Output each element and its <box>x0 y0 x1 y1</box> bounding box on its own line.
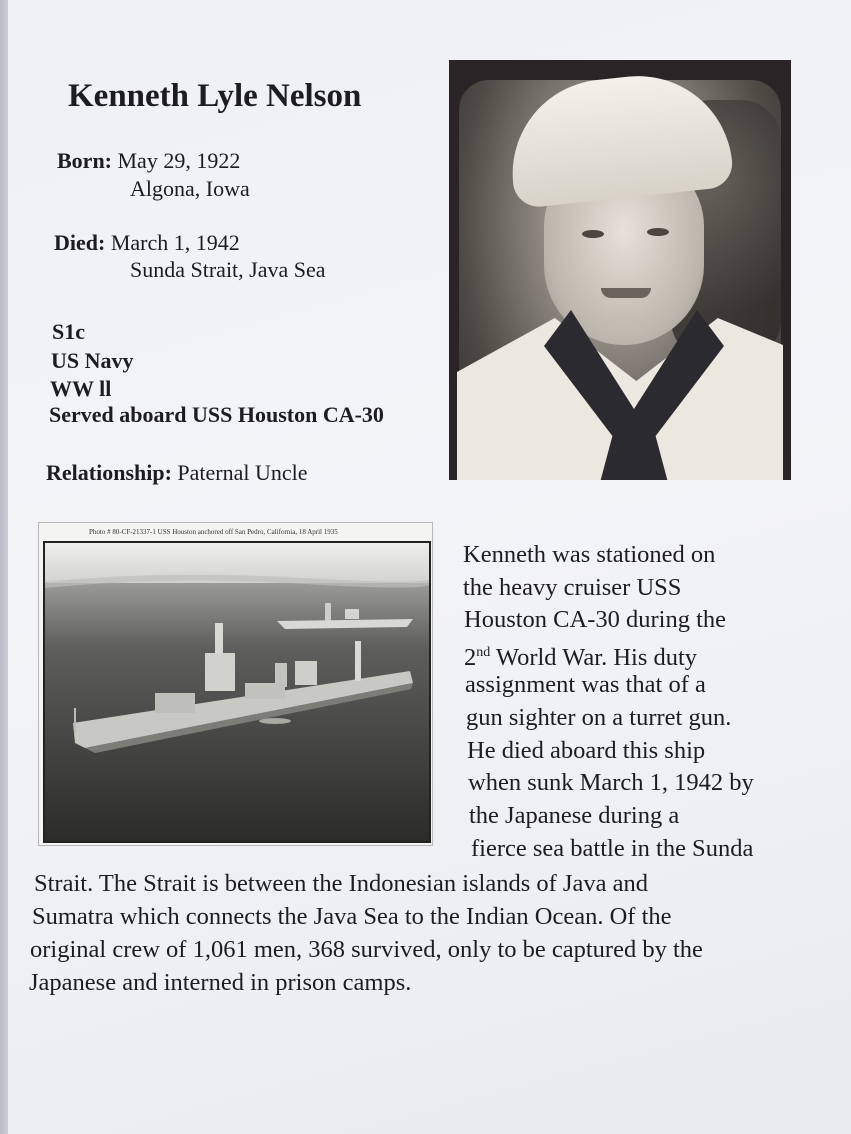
died-row <box>54 230 240 256</box>
born-place: Algona, Iowa <box>130 176 250 201</box>
narrative-line-8: when sunk March 1, 1942 by <box>468 769 754 796</box>
person-name: Kenneth Lyle Nelson <box>68 78 362 114</box>
relationship-row <box>46 460 308 486</box>
born-row <box>57 148 240 174</box>
ship-image <box>43 541 431 843</box>
relationship-value: Paternal Uncle <box>177 460 308 485</box>
narrative-line-3: Houston CA-30 during the <box>464 606 726 633</box>
narrative-line-2: the heavy cruiser USS <box>463 574 682 601</box>
born-label: Born: <box>57 148 112 173</box>
uss-houston-photo <box>38 522 433 846</box>
narrative-line-9: the Japanese during a <box>469 802 680 829</box>
war: WW ll <box>50 376 112 401</box>
died-label: Died: <box>54 230 106 255</box>
died-date: March 1, 1942 <box>110 230 240 255</box>
ship-served: Served aboard USS Houston CA-30 <box>49 402 384 427</box>
died-place: Sunda Strait, Java Sea <box>130 257 326 282</box>
narrative-line-5: assignment was that of a <box>465 671 706 698</box>
narrative-line-13: original crew of 1,061 men, 368 survived, only to be captured by the <box>30 936 703 963</box>
narrative-line-10: fierce sea battle in the Sunda <box>471 835 754 862</box>
memorial-sheet <box>8 0 851 1134</box>
narrative-line-11: Strait. The Strait is between the Indonesian islands of Java and <box>34 870 648 897</box>
narrative-line-4: 2nd World War. His duty <box>464 644 698 672</box>
sailor-portrait-photo <box>449 60 791 480</box>
narrative-line-12: Sumatra which connects the Java Sea to the Indian Ocean. Of the <box>32 903 672 930</box>
narrative-line-14: Japanese and interned in prison camps. <box>29 969 412 996</box>
narrative-line-1: Kenneth was stationed on <box>463 541 716 568</box>
relationship-label: Relationship: <box>46 460 172 485</box>
photo-caption: Photo # 80-CF-21337-1 USS Houston anchored off San Pedro, California, 18 April 1935 <box>89 528 338 536</box>
narrative-line-7: He died aboard this ship <box>467 737 706 764</box>
born-date: May 29, 1922 <box>117 148 241 173</box>
narrative-line-6: gun sighter on a turret gun. <box>466 704 732 731</box>
rank: S1c <box>52 319 85 344</box>
branch: US Navy <box>51 348 134 373</box>
